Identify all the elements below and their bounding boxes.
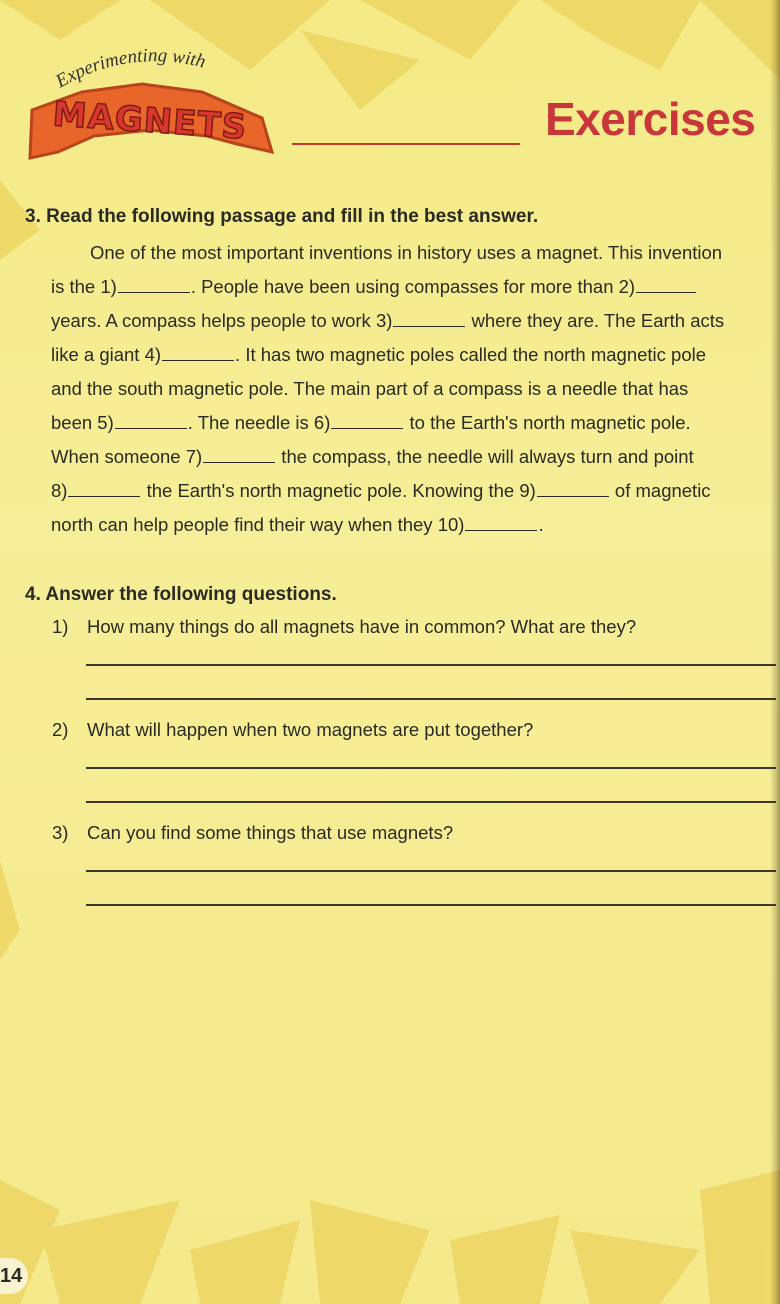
answer-blank[interactable] — [203, 461, 275, 463]
passage-text: When someone 7) — [51, 446, 203, 467]
magnets-logo — [22, 40, 282, 170]
bg-shard — [310, 1200, 430, 1304]
answer-line[interactable] — [86, 801, 776, 803]
passage-text: . It has two magnetic poles called the north magnetic pole — [235, 344, 707, 365]
answer-blank[interactable] — [465, 529, 537, 531]
passage-line — [51, 306, 780, 336]
bg-shard — [540, 0, 700, 70]
passage-line — [51, 510, 780, 540]
passage-text: to the Earth's north magnetic pole. — [404, 412, 691, 433]
book-spine-shadow — [770, 0, 780, 1304]
logo-wordmark: MAGNETS — [51, 94, 249, 148]
passage-line — [51, 340, 780, 370]
passage-line — [51, 374, 780, 404]
answer-line[interactable] — [86, 870, 776, 872]
answer-blank[interactable] — [331, 427, 403, 429]
page-number: 14 — [0, 1258, 28, 1294]
bg-shard — [700, 0, 780, 80]
answer-line[interactable] — [86, 904, 776, 906]
passage-text: the compass, the needle will always turn and point — [276, 446, 694, 467]
answer-blank[interactable] — [393, 325, 465, 327]
logo-tagline: Experimenting with — [52, 45, 208, 93]
bg-shard — [0, 0, 120, 40]
answer-blank[interactable] — [537, 495, 609, 497]
passage-line — [51, 408, 780, 438]
bg-shard — [450, 1215, 560, 1304]
passage-text: the Earth's north magnetic pole. Knowing the 9) — [141, 480, 536, 501]
passage-text: of magnetic — [609, 480, 711, 501]
passage-text: is the 1) — [51, 276, 117, 297]
answer-blank[interactable] — [118, 291, 190, 293]
passage-text: been 5) — [51, 412, 114, 433]
passage-text: One of the most important inventions in history uses a magnet. This invention — [90, 242, 723, 263]
passage-text: north can help people find their way when they 10) — [51, 514, 465, 535]
question-text: What will happen when two magnets are put together? — [87, 719, 534, 740]
question-number: 2) — [52, 719, 69, 740]
passage-text: where they are. The Earth acts — [466, 310, 725, 331]
passage-line — [51, 272, 780, 302]
passage-text: . The needle is 6) — [187, 412, 331, 433]
bg-shard — [0, 860, 20, 960]
bg-shard — [570, 1230, 700, 1304]
answer-line[interactable] — [86, 767, 776, 769]
question-number: 3) — [52, 822, 69, 843]
passage-text: 8) — [51, 480, 68, 501]
answer-line[interactable] — [86, 664, 776, 666]
bg-shard — [700, 1170, 780, 1304]
header-rule — [292, 143, 520, 145]
question-text: How many things do all magnets have in common? What are they? — [87, 616, 637, 637]
answer-blank[interactable] — [68, 495, 140, 497]
answer-blank[interactable] — [162, 359, 234, 361]
passage-line — [90, 238, 780, 268]
answer-blank[interactable] — [636, 291, 696, 293]
bg-shard — [190, 1220, 300, 1304]
passage-text: . People have been using compasses for more than 2) — [190, 276, 636, 297]
question-text: Can you find some things that use magnets? — [87, 822, 454, 843]
passage-line — [51, 476, 780, 506]
section-3-heading: 3. Read the following passage and fill in the best answer. — [25, 206, 539, 227]
passage-text: like a giant 4) — [51, 344, 162, 365]
bg-shard — [300, 30, 420, 110]
page-title: Exercises — [545, 93, 756, 145]
answer-line[interactable] — [86, 698, 776, 700]
passage-text: . — [538, 514, 544, 535]
passage-text: and the south magnetic pole. The main part of a compass is a needle that has — [51, 378, 689, 399]
bg-shard — [40, 1200, 180, 1304]
passage-text: years. A compass helps people to work 3) — [51, 310, 393, 331]
question-number: 1) — [52, 616, 69, 637]
passage-line — [51, 442, 780, 472]
answer-blank[interactable] — [115, 427, 187, 429]
section-4-heading: 4. Answer the following questions. — [25, 584, 337, 605]
